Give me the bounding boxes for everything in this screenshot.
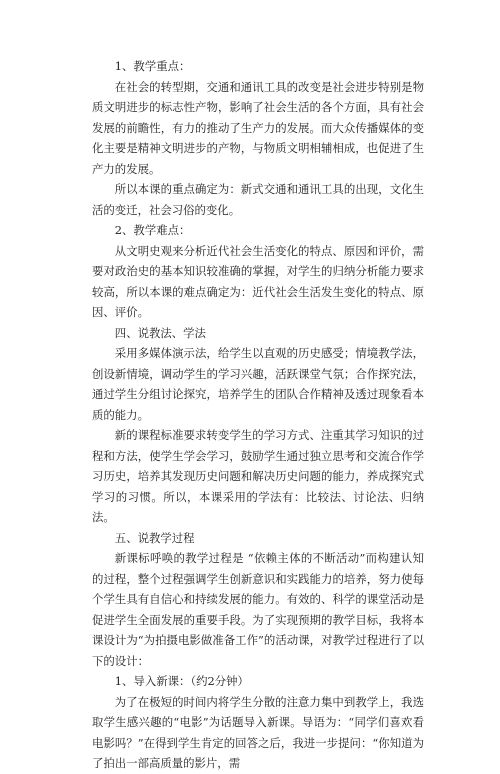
paragraph-lesson-introduction: 为了在极短的时间内将学生分散的注意力集中到教学上，我选取学生感兴趣的“电影”为话题导入新课。导语为：“同学们喜欢看电影吗？”在得到学生肯定的回答之后，我进一步提问：“你知道为了拍出一部高质量的影片，需 — [92, 694, 424, 770]
heading-teaching-key-points: 1、教学重点： — [114, 59, 191, 73]
heading-teaching-methods: 四、说教法、学法 — [114, 325, 206, 340]
paragraph-teaching-process: 新课标呼唤的教学过程是 “依赖主体的不断活动”而构建认知的过程，整个过程强调学生创新意识和实践能力的培养，努力使每个学生具有自信心和持续发展的能力。有效的、科学的课堂活动是促进学生全面发展的重要手段。为了实现预期的教学目标，我将本课设计为“为拍摄电影做准备工作”的活动课，对教学过程进行了以下的设计： — [92, 551, 424, 668]
paragraph-learning-methods: 新的课程标准要求转变学生的学习方式、注重其学习知识的过程和方法，使学生学会学习，鼓励学生通过独立思考和交流合作学习历史，培养其发现历史问题和解决历史问题的能力，养成探究式学习的习惯。所以，本课采用的学法有：比较法、讨论法、归纳法。 — [92, 428, 424, 524]
document-body — [92, 56, 424, 774]
paragraph-teaching-methods: 采用多媒体演示法，给学生以直观的历史感受；情境教学法，创设新情境，调动学生的学习兴趣，活跃课堂气氛；合作探究法，通过学生分组讨论探究，培养学生的团队合作精神及透过现象看本质的能力。 — [92, 346, 424, 422]
paragraph-key-points-conclusion: 所以本课的重点确定为：新式交通和通讯工具的出现，文化生活的变迁，社会习俗的变化。 — [92, 182, 424, 217]
paragraph-difficulties: 从文明史观来分析近代社会生活变化的特点、原因和评价，需要对政治史的基本知识较准确的掌握，对学生的归纳分析能力要求较高，所以本课的难点确定为：近代社会生活发生变化的特点、原因、评价。 — [92, 243, 424, 319]
paragraph-key-points-explanation: 在社会的转型期，交通和通讯工具的改变是社会进步特别是物质文明进步的标志性产物，影响了社会生活的各个方面，具有社会发展的前瞻性，有力的推动了生产力的发展。而大众传播媒体的变化主要是精神文明进步的产物，与物质文明相辅相成，也促进了生产力的发展。 — [92, 79, 424, 176]
heading-teaching-process: 五、说教学过程 — [114, 530, 195, 545]
heading-lesson-introduction: 1、导入新课：（约2分钟） — [114, 674, 249, 688]
heading-teaching-difficulties: 2、教学难点： — [114, 223, 191, 237]
